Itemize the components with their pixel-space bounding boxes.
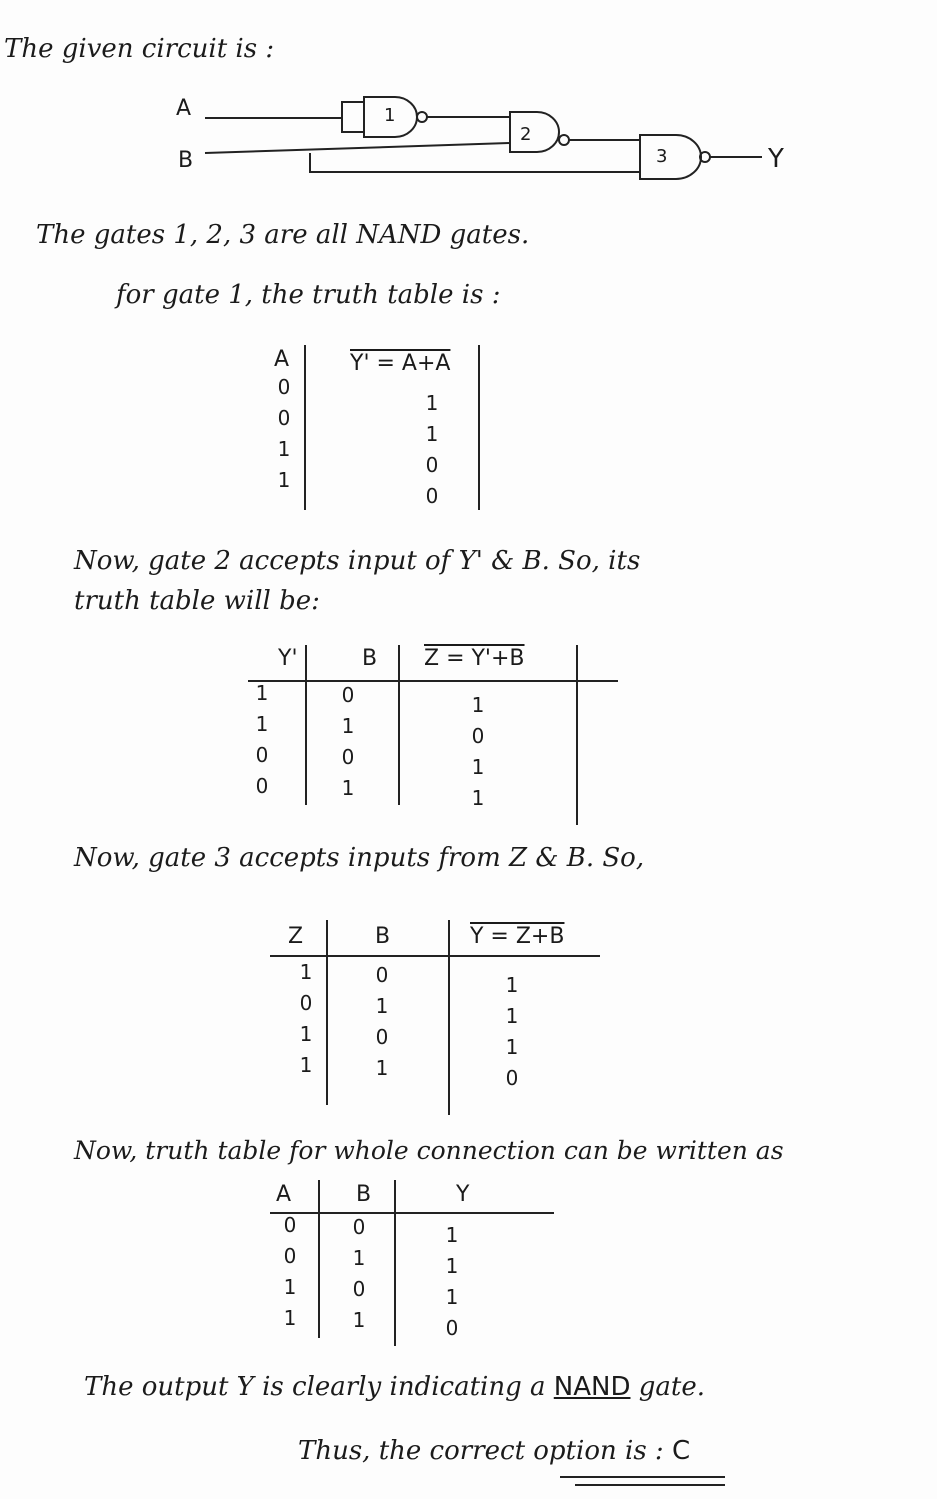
- t4-col-y: 1 1 1 0: [445, 1223, 459, 1340]
- t4-header-a: A: [276, 1182, 292, 1207]
- gate2-intro-line1: Now, gate 2 accepts input of Y' & B. So, its: [74, 546, 641, 576]
- t3-col-z: 1 0 1 1: [299, 960, 313, 1077]
- gate2-intro-line2: truth table will be:: [74, 586, 320, 616]
- t1-header-a: A: [274, 347, 290, 372]
- t4-col-b: 0 1 0 1: [352, 1215, 366, 1332]
- t4-divider-2: [394, 1180, 396, 1346]
- t2-header-z: Z = Y'+B: [424, 646, 525, 671]
- input-a-label: A: [176, 96, 192, 121]
- t4-header-y: Y: [456, 1182, 470, 1207]
- t3-header-rule: [270, 955, 600, 957]
- t3-divider-2: [448, 920, 450, 1115]
- t4-header-rule: [270, 1212, 554, 1214]
- t1-divider: [304, 345, 306, 510]
- t2-col-y: 1 1 0 0: [255, 681, 269, 798]
- conclusion-pre: The output Y is clearly indicating a: [84, 1372, 546, 1402]
- t2-header-y: Y': [278, 646, 298, 671]
- t4-col-a: 0 0 1 1: [283, 1213, 297, 1330]
- conclusion-gate: NAND: [553, 1372, 631, 1402]
- t4-divider-1: [318, 1180, 320, 1338]
- t4-header-b: B: [356, 1182, 372, 1207]
- final-pre: Thus, the correct option is :: [298, 1436, 664, 1466]
- conclusion-line: [84, 1374, 705, 1400]
- t3-header-y: Y = Z+B: [470, 924, 565, 949]
- gate3-intro: Now, gate 3 accepts inputs from Z & B. So,: [74, 843, 645, 873]
- gates-statement: The gates 1, 2, 3 are all NAND gates.: [36, 220, 530, 250]
- t2-header-b: B: [362, 646, 378, 671]
- gate1-intro: for gate 1, the truth table is :: [116, 280, 501, 310]
- conclusion-post: gate.: [638, 1372, 705, 1402]
- t3-header-b: B: [375, 924, 391, 949]
- t3-divider-1: [326, 920, 328, 1105]
- t1-right-border: [478, 345, 480, 510]
- gate-1-label: 1: [384, 105, 396, 126]
- intro-text: The given circuit is :: [4, 34, 275, 64]
- t2-divider-1: [305, 645, 307, 805]
- t1-col-a: 0 0 1 1: [277, 375, 291, 492]
- final-line: [298, 1438, 690, 1464]
- t2-divider-2: [398, 645, 400, 805]
- t2-right-border: [576, 645, 578, 825]
- gate-3-label: 3: [656, 146, 668, 167]
- t3-header-z: Z: [288, 924, 304, 949]
- input-b-label: B: [178, 148, 194, 173]
- final-underline-1: [560, 1476, 725, 1478]
- final-option: C: [671, 1436, 691, 1466]
- whole-intro: Now, truth table for whole connection can be written as: [74, 1136, 784, 1165]
- t2-header-rule: [248, 680, 618, 682]
- final-underline-2: [575, 1484, 725, 1486]
- t3-col-y: 1 1 1 0: [505, 973, 519, 1090]
- output-y-label: Y: [768, 144, 784, 174]
- t1-header-y: Y' = A+A: [350, 351, 451, 376]
- t1-col-y: 1 1 0 0: [425, 391, 439, 508]
- gate-2-label: 2: [520, 124, 532, 145]
- t2-col-b: 0 1 0 1: [341, 683, 355, 800]
- t2-col-z: 1 0 1 1: [471, 693, 485, 810]
- t3-col-b: 0 1 0 1: [375, 963, 389, 1080]
